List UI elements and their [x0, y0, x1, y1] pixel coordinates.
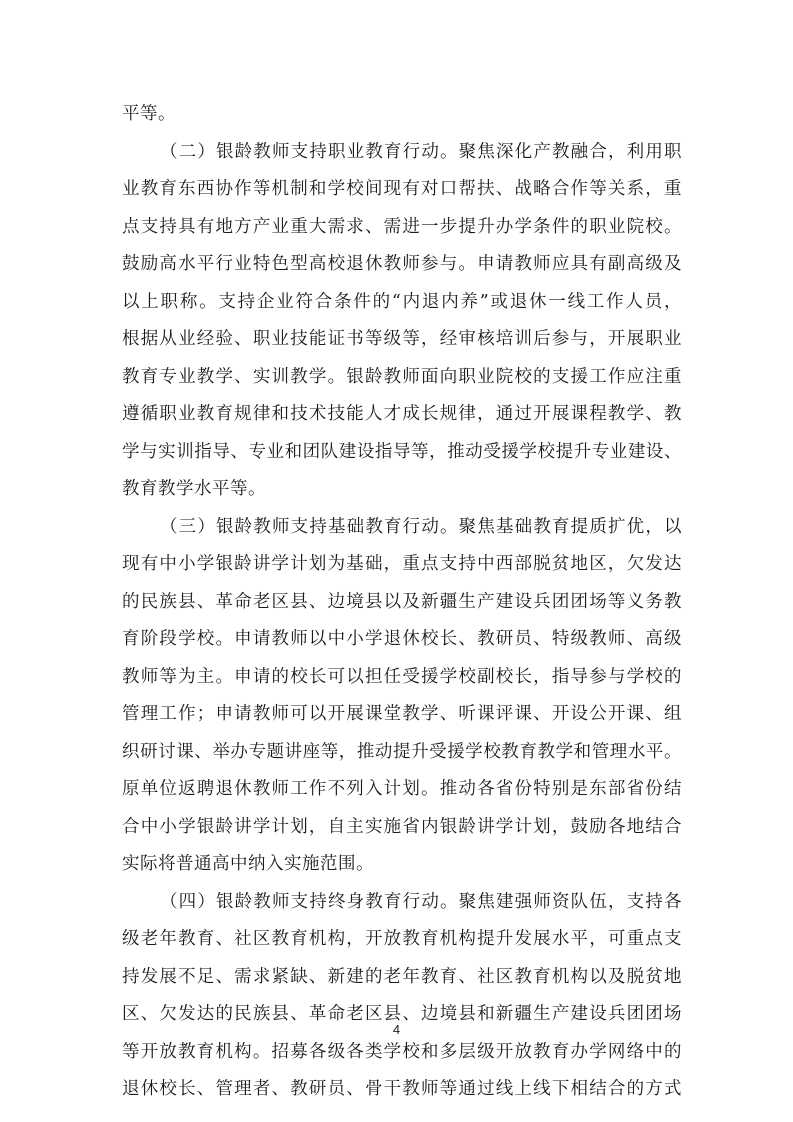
paragraph-line: 级老年教育、社区教育机构，开放教育机构提升发展水平，可重点支 — [122, 929, 682, 949]
paragraph-line: 业教育东西协作等机制和学校间现有对口帮扶、战略合作等关系，重 — [122, 179, 682, 199]
paragraph-line: 学与实训指导、专业和团队建设指导等，推动受援学校提升专业建设、 — [122, 441, 682, 462]
paragraph-line: 鼓励高水平行业特色型高校退休教师参与。申请教师应具有副高级及 — [122, 254, 682, 274]
paragraph-line: 区、欠发达的民族县、革命老区县、边境县和新疆生产建设兵团团场 — [122, 1004, 682, 1024]
body-text — [122, 96, 682, 1109]
paragraph-line: 实际将普通高中纳入实施范围。 — [122, 854, 374, 874]
paragraph-line: （三）银龄教师支持基础教育行动。聚焦基础教育提质扩优，以 — [160, 516, 682, 537]
paragraph-line: 等开放教育机构。招募各级各类学校和多层级开放教育办学网络中的 — [122, 1041, 682, 1062]
paragraph-line: 退休校长、管理者、教研员、骨干教师等通过线上线下相结合的方式 — [122, 1079, 682, 1099]
paragraph-line: 现有中小学银龄讲学计划为基础，重点支持中西部脱贫地区，欠发达 — [122, 554, 682, 574]
paragraph-line: 以上职称。支持企业符合条件的“内退内养”或退休一线工作人员， — [122, 291, 682, 312]
paragraph-line: （二）银龄教师支持职业教育行动。聚焦深化产教融合，利用职 — [160, 141, 682, 162]
paragraph-line: 持发展不足、需求紧缺、新建的老年教育、社区教育机构以及脱贫地 — [122, 966, 682, 987]
paragraph-line: 的民族县、革命老区县、边境县以及新疆生产建设兵团团场等义务教 — [122, 591, 682, 612]
paragraph-line: 管理工作；申请教师可以开展课堂教学、听课评课、开设公开课、组 — [122, 704, 682, 724]
paragraph-line: 点支持具有地方产业重大需求、需进一步提升办学条件的职业院校。 — [122, 216, 682, 237]
paragraph-line: 根据从业经验、职业技能证书等级等，经审核培训后参与，开展职业 — [122, 329, 682, 349]
paragraph-line: 教师等为主。申请的校长可以担任受援学校副校长，指导参与学校的 — [122, 666, 682, 687]
paragraph-line: （四）银龄教师支持终身教育行动。聚焦建强师资队伍，支持各 — [160, 891, 682, 912]
paragraph-line: 织研讨课、举办专题讲座等，推动提升受援学校教育教学和管理水平。 — [122, 741, 682, 762]
paragraph-line: 遵循职业教育规律和技术技能人才成长规律，通过开展课程教学、教 — [122, 404, 682, 424]
paragraph-line: 平等。 — [122, 104, 176, 124]
page-number: 4 — [392, 1022, 401, 1037]
paragraph-line: 育阶段学校。申请教师以中小学退休校长、教研员、特级教师、高级 — [122, 629, 682, 649]
paragraph-line: 教育教学水平等。 — [122, 479, 266, 499]
paragraph-line: 原单位返聘退休教师工作不列入计划。推动各省份特别是东部省份结 — [122, 779, 682, 799]
paragraph-line: 教育专业教学、实训教学。银龄教师面向职业院校的支援工作应注重 — [122, 366, 682, 387]
paragraph-line: 合中小学银龄讲学计划，自主实施省内银龄讲学计划，鼓励各地结合 — [122, 816, 682, 837]
